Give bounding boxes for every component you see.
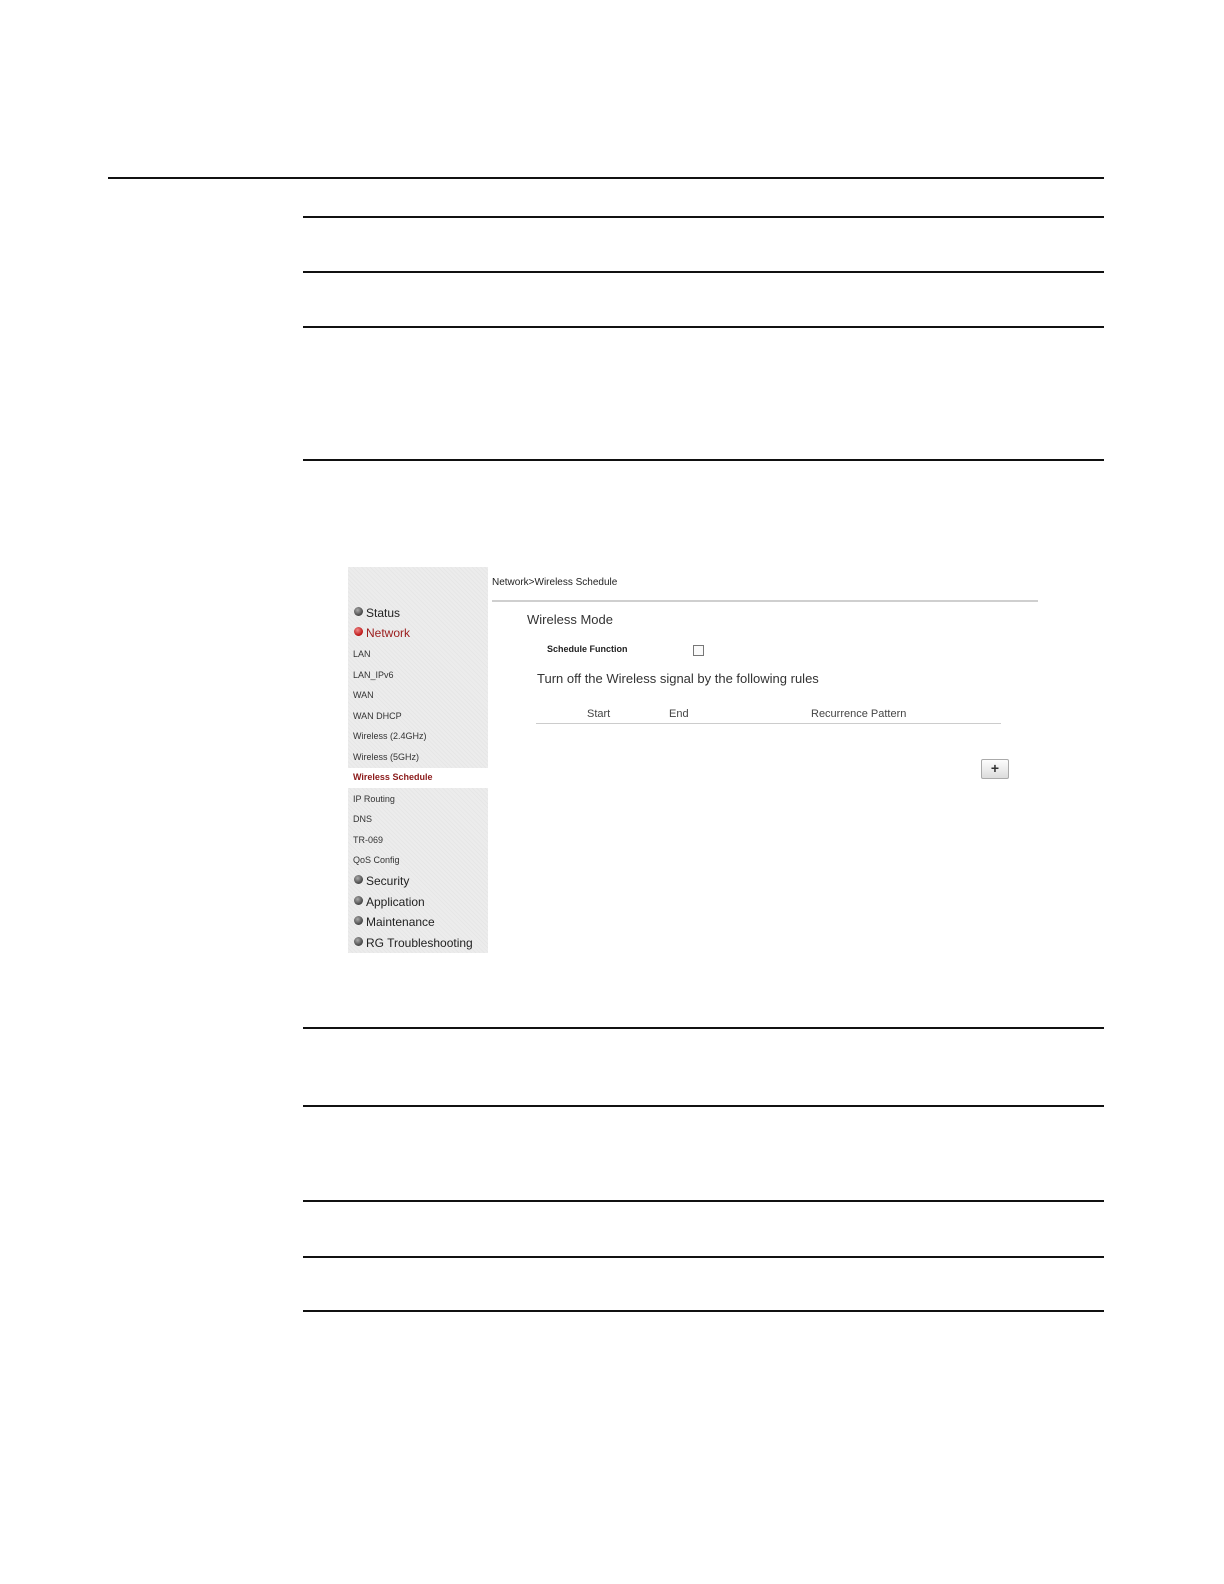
sidebar-item-dns[interactable]: DNS xyxy=(353,814,373,824)
sidebar-item-lan-ipv6[interactable]: LAN_IPv6 xyxy=(353,670,394,680)
page-header-rule xyxy=(108,177,1104,179)
column-header-recurrence-pattern: Recurrence Pattern xyxy=(811,708,907,720)
sidebar-item-maintenance[interactable] xyxy=(354,915,435,929)
column-header-end: End xyxy=(669,708,689,720)
breadcrumb: Network>Wireless Schedule xyxy=(492,577,618,588)
sidebar-item-network[interactable] xyxy=(354,626,410,640)
table-rule xyxy=(303,1256,1104,1258)
sidebar-item-wireless-24ghz[interactable]: Wireless (2.4GHz) xyxy=(353,731,427,741)
rules-heading: Turn off the Wireless signal by the following rules xyxy=(537,671,819,686)
sidebar-item-ip-routing[interactable]: IP Routing xyxy=(353,794,395,804)
column-header-start: Start xyxy=(587,708,611,720)
sidebar-item-label: Security xyxy=(366,874,410,888)
sidebar-item-qos-config[interactable]: QoS Config xyxy=(353,855,400,865)
sidebar-item-label: Network xyxy=(366,626,411,640)
table-rule xyxy=(303,1105,1104,1107)
sidebar-item-tr069[interactable]: TR-069 xyxy=(353,835,384,845)
sidebar-item-lan[interactable]: LAN xyxy=(353,649,371,659)
expand-bullet-icon xyxy=(354,607,363,616)
sidebar-item-label: Maintenance xyxy=(366,915,435,929)
sidebar-nav xyxy=(348,567,488,953)
sidebar-item-label: Application xyxy=(366,895,425,909)
add-rule-button[interactable]: + xyxy=(981,759,1009,779)
table-rule xyxy=(303,326,1104,328)
sidebar-item-wireless-5ghz[interactable]: Wireless (5GHz) xyxy=(353,752,420,762)
breadcrumb-divider xyxy=(492,600,1038,602)
expand-bullet-icon xyxy=(354,937,363,946)
section-title: Wireless Mode xyxy=(527,612,613,627)
sidebar-item-wan-dhcp[interactable]: WAN DHCP xyxy=(353,711,402,721)
table-rule xyxy=(303,459,1104,461)
table-header-divider xyxy=(536,723,1001,724)
expand-bullet-icon xyxy=(354,896,363,905)
sidebar-item-wireless-schedule[interactable] xyxy=(348,768,490,788)
table-rule xyxy=(303,271,1104,273)
sidebar-item-rg-troubleshooting[interactable] xyxy=(354,936,473,950)
sidebar-item-status[interactable] xyxy=(354,606,400,620)
expand-bullet-icon xyxy=(354,875,363,884)
table-rule xyxy=(303,1200,1104,1202)
sidebar-item-wan[interactable]: WAN xyxy=(353,690,374,700)
sidebar-item-security[interactable] xyxy=(354,874,409,888)
collapse-bullet-icon xyxy=(354,627,363,636)
table-rule xyxy=(303,1310,1104,1312)
table-rule xyxy=(303,1027,1104,1029)
router-ui-screenshot xyxy=(348,567,1063,955)
sidebar-item-label: Status xyxy=(366,606,401,620)
sidebar-item-application[interactable] xyxy=(354,895,425,909)
table-rule xyxy=(303,216,1104,218)
sidebar-item-label: Wireless Schedule xyxy=(353,772,433,782)
schedule-function-checkbox[interactable] xyxy=(693,645,704,656)
expand-bullet-icon xyxy=(354,916,363,925)
schedule-function-label: Schedule Function xyxy=(547,644,628,654)
sidebar-item-label: RG Troubleshooting xyxy=(366,936,473,950)
